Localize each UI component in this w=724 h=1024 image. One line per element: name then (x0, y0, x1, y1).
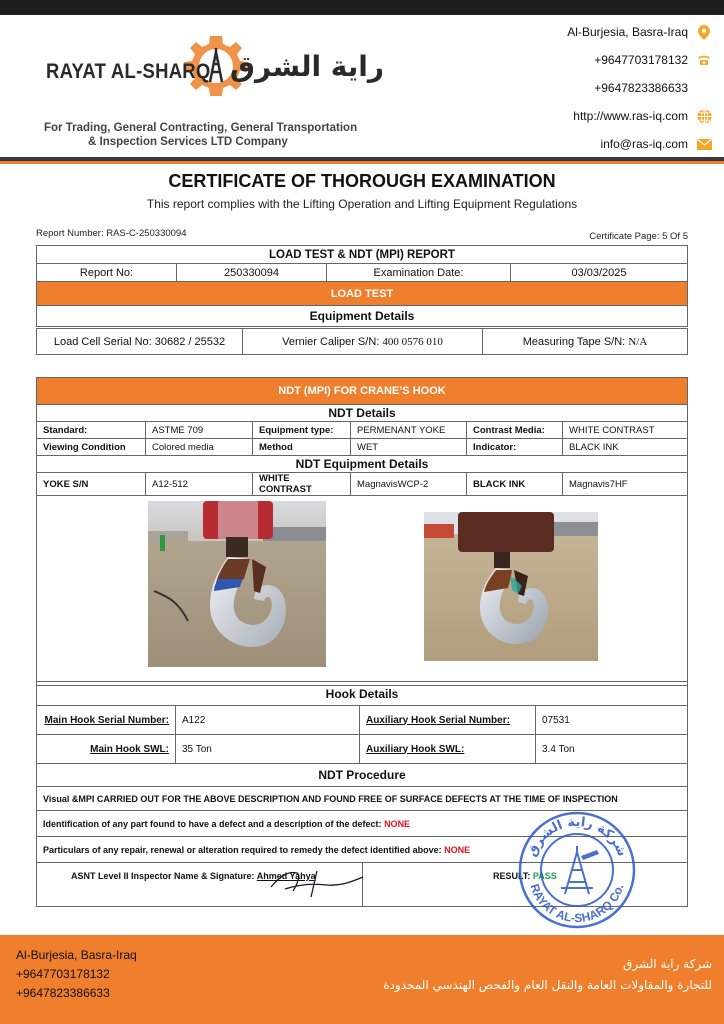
contrast-media-value: WHITE CONTRAST (563, 422, 688, 439)
black-ink-value: Magnavis7HF (563, 473, 688, 496)
main-swl-value: 35 Ton (176, 735, 360, 764)
company-tagline-1: For Trading, General Contracting, General Transportation (44, 122, 358, 134)
phone-1-text[interactable]: +9647703178132 (594, 53, 688, 67)
contact-address (472, 23, 712, 41)
method-label: Method (253, 439, 351, 456)
method-value: WET (351, 439, 467, 456)
ndt-equipment-heading: NDT Equipment Details (37, 456, 688, 473)
location-pin-icon (696, 24, 712, 40)
aux-swl-label: Auxiliary Hook SWL: (366, 743, 465, 755)
phone-icon (696, 52, 712, 68)
equipment-type-label: Equipment type: (253, 422, 351, 439)
top-dark-bar (0, 0, 724, 15)
phone-2-text[interactable]: +9647823386633 (594, 81, 688, 95)
company-stamp (517, 810, 637, 930)
company-logo (40, 22, 385, 152)
tape-label: Measuring Tape S/N: (522, 335, 626, 348)
contact-phone-2[interactable] (472, 79, 712, 97)
standard-label: Standard: (37, 422, 146, 439)
main-serial-label: Main Hook Serial Number: (44, 714, 169, 726)
inspector-cell (37, 863, 363, 907)
certificate-subtitle: This report complies with the Lifting Operation and Lifting Equipment Regulations (146, 197, 578, 211)
inspector-name: Ahmed Yahya (256, 871, 316, 881)
report-no-value: 250330094 (177, 264, 327, 282)
svg-text:RAYAT AL-SHARQ Co.: RAYAT AL-SHARQ Co. (527, 881, 627, 926)
ndt-details-heading: NDT Details (37, 405, 688, 422)
tape-serial (483, 329, 688, 355)
viewing-value: Colored media (146, 439, 253, 456)
address-text: Al-Burjesia, Basra-Iraq (567, 25, 688, 39)
company-name-en: RAYAT AL-SHARQ (46, 60, 211, 83)
exam-date-label: Examination Date: (327, 264, 511, 282)
email-link[interactable]: info@ras-iq.com (600, 137, 688, 151)
indicator-label: Indicator: (467, 439, 563, 456)
result-value: PASS (532, 871, 557, 881)
ndt-section: NDT (MPI) FOR CRANE’S HOOK (37, 378, 688, 405)
equipment-details-heading: Equipment Details (37, 306, 688, 327)
load-test-table (36, 245, 688, 327)
hook-photo-1 (148, 501, 326, 667)
company-name-ar: راية الشرق (230, 50, 385, 83)
aux-swl-value: 3.4 Ton (536, 735, 688, 764)
yoke-value: A12-512 (146, 473, 253, 496)
viewing-label: Viewing Condition (37, 439, 146, 456)
caliper-label: Vernier Caliper S/N: (282, 335, 380, 348)
white-contrast-label: WHITE CONTRAST (253, 473, 351, 496)
hook-photo-2 (424, 512, 598, 661)
load-test-section: LOAD TEST (37, 282, 688, 306)
hook-details-heading: Hook Details (37, 682, 688, 706)
exam-date-value: 03/03/2025 (511, 264, 688, 282)
footer (0, 935, 724, 1024)
main-swl-label: Main Hook SWL: (90, 743, 169, 755)
white-contrast-value: MagnavisWCP-2 (351, 473, 467, 496)
contact-website[interactable] (472, 107, 712, 125)
defect-identification-value: NONE (384, 818, 411, 829)
hook-details-table (36, 681, 688, 764)
footer-phone-2[interactable]: +9647823386633 (16, 986, 110, 1000)
procedure-heading: NDT Procedure (37, 764, 688, 787)
report-no-label: Report No: (37, 264, 177, 282)
footer-address: Al-Burjesia, Basra-Iraq (16, 948, 137, 962)
black-ink-label: BLACK INK (467, 473, 563, 496)
main-serial-value: A122 (176, 706, 360, 735)
footer-company-ar: شركة راية الشرق (623, 957, 712, 971)
header-accent-line (0, 161, 724, 164)
contrast-media-label: Contrast Media: (467, 422, 563, 439)
load-cell-serial: Load Cell Serial No: 30682 / 25532 (37, 329, 243, 355)
report-number: Report Number: RAS-C-250330094 (36, 228, 187, 239)
website-link[interactable]: http://www.ras-iq.com (573, 109, 688, 123)
aux-serial-label: Auxiliary Hook Serial Number: (366, 714, 510, 726)
result-label: RESULT: (493, 871, 531, 881)
caliper-serial (243, 329, 483, 355)
company-tagline-2: & Inspection Services LTD Company (88, 136, 288, 148)
equipment-details-table (36, 328, 688, 355)
inspector-label: ASNT Level II Inspector Name & Signature: (71, 871, 255, 881)
equipment-type-value: PERMENANT YOKE (351, 422, 467, 439)
aux-serial-value: 07531 (536, 706, 688, 735)
footer-tagline-ar: للتجارة والمقاولات العامة والنقل العام والفحص الهندسي المحدودة (383, 978, 712, 992)
svg-text:شركة راية الشرق: شركة راية الشرق (524, 814, 630, 859)
envelope-icon (696, 136, 712, 152)
repair-particulars-label: Particulars of any repair, renewal or alteration required to remedy the defect identified above: (43, 844, 442, 855)
caliper-value: 400 0576 010 (382, 335, 443, 348)
certificate-title: CERTIFICATE OF THOROUGH EXAMINATION (168, 171, 556, 191)
globe-icon (696, 108, 712, 124)
indicator-value: BLACK INK (563, 439, 688, 456)
standard-value: ASTME 709 (146, 422, 253, 439)
contact-phone-1[interactable] (472, 51, 712, 69)
tape-value: N/A (628, 335, 648, 348)
procedure-line-1: Visual &MPI CARRIED OUT FOR THE ABOVE DESCRIPTION AND FOUND FREE OF SURFACE DEFECTS AT THE TIME OF INSPECTION (37, 787, 688, 811)
yoke-label: YOKE S/N (37, 473, 146, 496)
repair-particulars-value: NONE (444, 844, 471, 855)
certificate-page: Certificate Page: 5 Of 5 (589, 231, 688, 242)
defect-identification-label: Identification of any part found to have a defect and a description of the defect: (43, 818, 382, 829)
contact-email[interactable] (472, 135, 712, 153)
report-heading: LOAD TEST & NDT (MPI) REPORT (37, 246, 688, 264)
footer-phone-1[interactable]: +9647703178132 (16, 967, 110, 981)
signature-image (267, 865, 367, 899)
